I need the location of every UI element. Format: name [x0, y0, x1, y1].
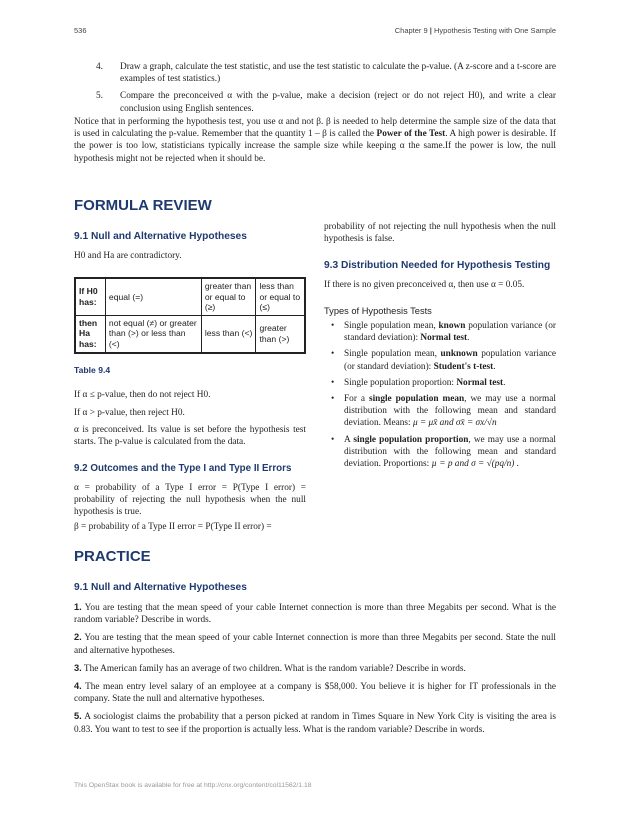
- section-9-3-intro: If there is no given preconceived α, then use α = 0.05.: [324, 280, 525, 290]
- footer-link[interactable]: This OpenStax book is available for free at http://cnx.org/content/col11562/1.18: [74, 782, 312, 789]
- table-caption: Table 9.4: [74, 365, 111, 375]
- problem-text: The mean entry level salary of an employee at a company is $58,000. You believe it is higher for IT professionals in the company. State the null and alternative hypotheses.: [74, 682, 556, 705]
- types-of-tests-heading: Types of Hypothesis Tests: [324, 306, 432, 316]
- problem-text: A sociologist claims the probability that a person picked at random in Times Square in New York City is visiting the area is 0.83. You want to test to see if the proportion is actually less. What is the random variable? Describe in words.: [74, 712, 557, 735]
- list-item: [324, 434, 556, 471]
- decision-rule-1: If α ≤ p-value, then do not reject H0.: [74, 390, 211, 400]
- list-item: [74, 631, 556, 656]
- bullet-bold: Normal test: [420, 333, 468, 344]
- header-separator: |: [429, 26, 432, 35]
- bullet-bold: unknown: [440, 349, 478, 360]
- bullet-text: , we may use a normal distribution with the following mean and standard deviation. Means:: [344, 394, 556, 429]
- problem-number: 5.: [74, 711, 82, 722]
- formula-review-title: FORMULA REVIEW: [74, 197, 212, 214]
- problem-text: You are testing that the mean speed of your cable Internet connection is more than three Megabits per second. State the null and alternative hypotheses.: [74, 633, 556, 656]
- bullet-bold: known: [438, 321, 466, 331]
- bullet-text: Single population mean,: [344, 321, 439, 331]
- step-text: Compare the preconceived α with the p-value, make a decision (reject or do not reject H0), and write a clear conclusion using English sentences.: [120, 91, 556, 114]
- problem-number: 2.: [74, 632, 82, 643]
- notice-text-continued: . A high power is desirable. If the power is too low, statisticians typically increase the sample size while keeping α the same.If the power is low, the null hypothesis might not be rejected when it should be.: [74, 129, 556, 164]
- table-cell: greater than or equal to (≥): [201, 278, 256, 315]
- list-item: [324, 348, 556, 372]
- bullet-text: A: [344, 434, 354, 445]
- table-row: [75, 278, 305, 315]
- bullet-bold: Student's t-test: [433, 361, 494, 372]
- chapter-label: Chapter 9: [394, 26, 428, 35]
- practice-section-title: 9.1 Null and Alternative Hypotheses: [74, 582, 247, 593]
- section-9-1-intro: H0 and Ha are contradictory.: [74, 251, 182, 261]
- section-9-2-title: 9.2 Outcomes and the Type I and Type II Errors: [74, 463, 292, 474]
- bullet-text: .: [503, 377, 506, 388]
- bullet-icon: •: [331, 321, 335, 331]
- problem-number: 4.: [74, 681, 82, 692]
- table-row-header: then Ha has:: [75, 315, 105, 352]
- bullet-text: , we may use a normal distribution with the following mean and standard deviation. Proportions:: [344, 434, 556, 470]
- problem-text: The American family has an average of two children. What is the random variable? Describe in words.: [83, 663, 466, 674]
- notice-paragraph: [74, 116, 556, 165]
- notice-text: Notice that in performing the hypothesis test, you use α and not β. β is needed to help determine the sample size of the data that is used in calculating the p-value. Remember that the quantity 1 – β is called the: [74, 117, 556, 140]
- list-item: [74, 601, 556, 626]
- table-row: [75, 315, 305, 352]
- bullet-icon: •: [331, 377, 335, 388]
- list-item: [324, 393, 556, 430]
- bullet-text: .: [493, 361, 496, 372]
- page-number: 536: [74, 26, 87, 35]
- step-text: Draw a graph, calculate the test statistic, and use the test statistic to calculate the p-value. (A z-score and a t-score are examples of test statistics.): [120, 62, 556, 85]
- bullet-icon: •: [331, 434, 335, 445]
- section-9-1-title: 9.1 Null and Alternative Hypotheses: [74, 231, 247, 242]
- step-number: 5.: [96, 91, 103, 102]
- bullet-bold: single population proportion: [353, 434, 469, 445]
- practice-problems: [74, 601, 556, 741]
- bullet-text: population variance (or standard deviation):: [344, 349, 556, 372]
- section-9-3-title: 9.3 Distribution Needed for Hypothesis Testing: [324, 260, 551, 271]
- bullet-text: Single population mean,: [344, 349, 441, 360]
- procedure-steps: [96, 61, 556, 120]
- problem-number: 3.: [74, 662, 82, 673]
- bullet-icon: •: [331, 349, 335, 360]
- table-cell: less than (<): [201, 315, 256, 352]
- decision-rule-2: If α > p-value, then reject H0.: [74, 408, 185, 418]
- bullet-bold: single population mean: [368, 394, 465, 405]
- list-item: [74, 710, 556, 735]
- list-item: [324, 377, 556, 389]
- problem-text: You are testing that the mean speed of your cable Internet connection is more than three Megabits per second. What is the random variable? Describe in words.: [74, 603, 556, 626]
- problem-number: 1.: [74, 602, 82, 612]
- bullet-bold: Normal test: [456, 377, 504, 388]
- beta-definition: β = probability of a Type II error = P(Type II error) =: [74, 522, 272, 532]
- list-item: [96, 61, 556, 85]
- table-cell: less than or equal to (≤): [256, 278, 305, 315]
- bullet-text: .: [467, 333, 470, 344]
- bullet-text: population variance (or standard deviation):: [344, 321, 556, 344]
- table-cell: greater than (>): [256, 315, 305, 352]
- bullet-icon: •: [331, 394, 335, 405]
- means-formula: μ = μx̄ and σx̄ = σx/√n: [412, 418, 497, 429]
- proportions-formula: µ = p and σ = √(pq/n) .: [431, 459, 520, 470]
- running-header: [395, 26, 556, 35]
- test-types-list: [324, 320, 556, 474]
- list-item: [74, 680, 556, 705]
- bullet-text: Single population proportion:: [344, 377, 457, 388]
- list-item: [96, 90, 556, 114]
- table-cell: equal (=): [105, 278, 201, 315]
- table-row-header: If H0 has:: [75, 278, 105, 315]
- practice-title: PRACTICE: [74, 548, 151, 565]
- step-number: 4.: [96, 62, 103, 72]
- list-item: [74, 662, 556, 675]
- list-item: [324, 320, 556, 344]
- power-of-test-term: Power of the Test: [376, 129, 446, 140]
- alpha-definition: α = probability of a Type I error = P(Type I error) = probability of rejecting the null hypothesis when the null hypothesis is true.: [74, 483, 306, 518]
- bullet-text: For a: [344, 394, 369, 405]
- chapter-title: Hypothesis Testing with One Sample: [433, 26, 556, 35]
- beta-definition-continued: probability of not rejecting the null hypothesis when the null hypothesis is false.: [324, 222, 556, 245]
- table-cell: not equal (≠) or greater than (>) or less than (<): [105, 315, 201, 352]
- alpha-note: α is preconceived. Its value is set before the hypothesis test starts. The p-value is calculated from the data.: [74, 425, 306, 448]
- hypothesis-table: [74, 277, 306, 354]
